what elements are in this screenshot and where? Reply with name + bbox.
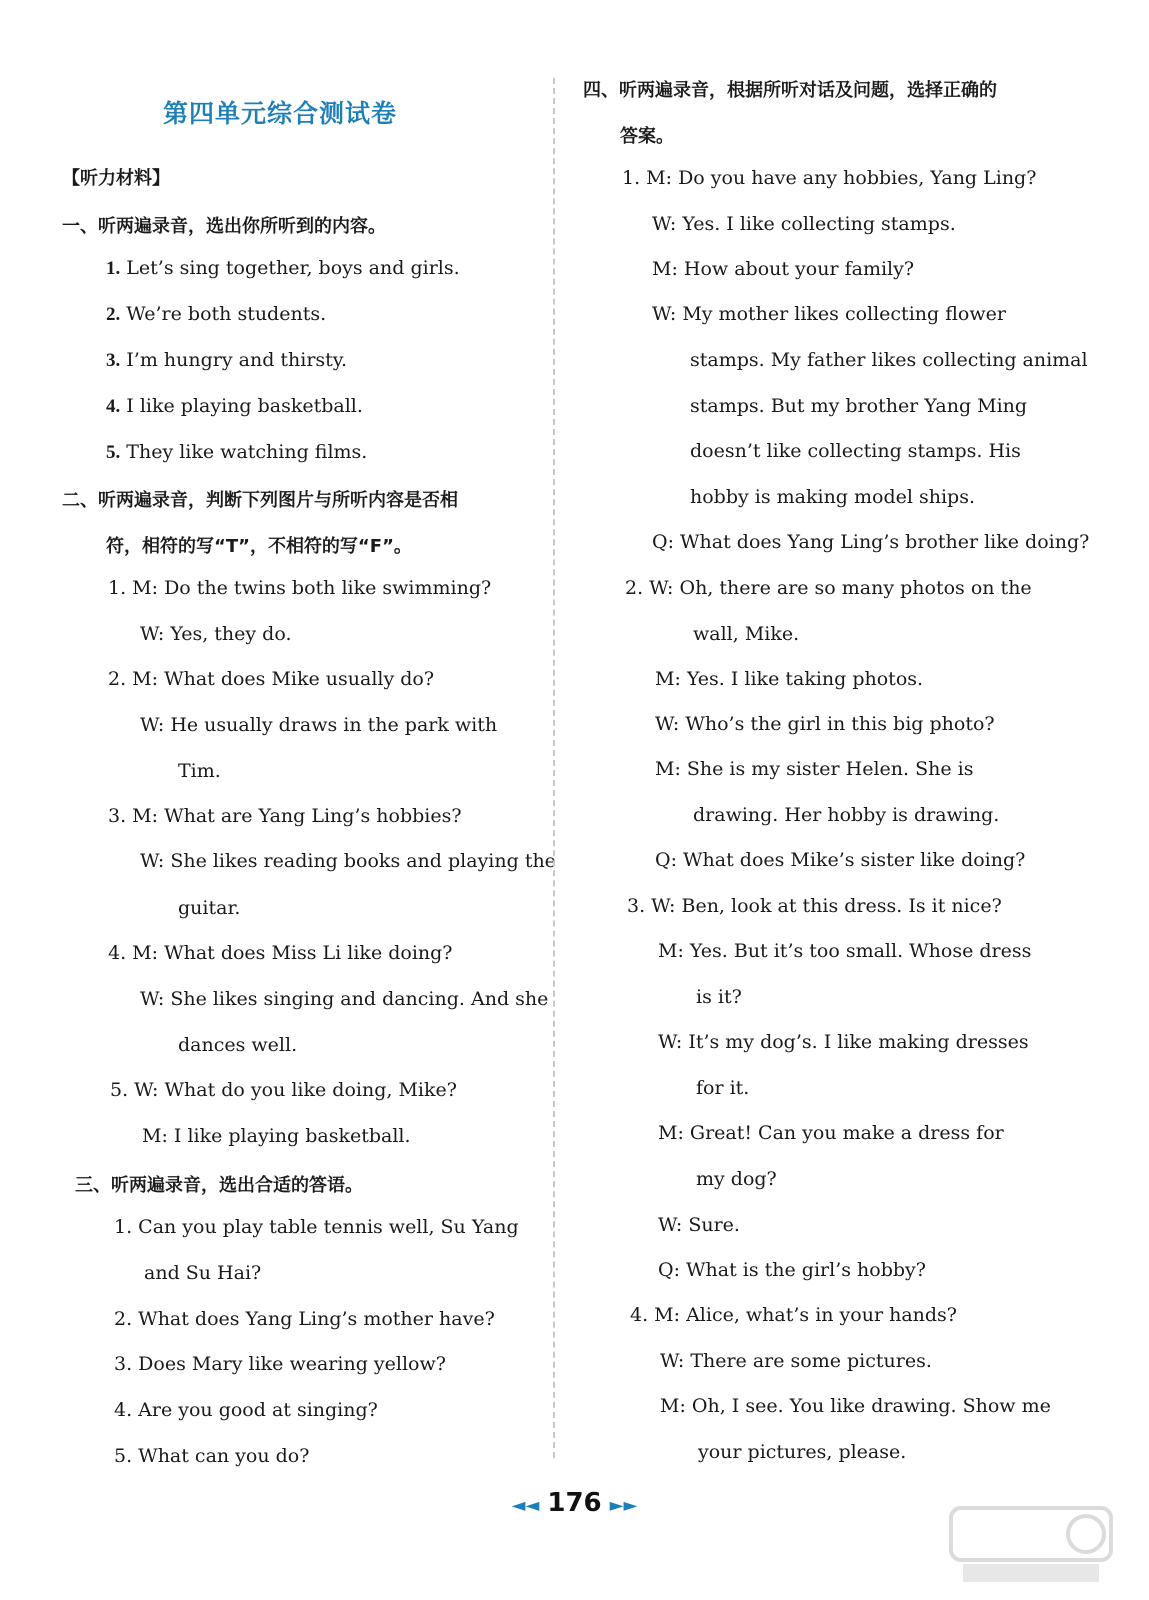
dialogue-line: hobby is making model ships. — [690, 486, 976, 508]
dialogue-line: Tim. — [178, 760, 221, 782]
dialogue-line: W: Yes. I like collecting stamps. — [652, 213, 956, 235]
dialogue-line: M: Oh, I see. You like drawing. Show me — [660, 1395, 1051, 1417]
dialogue-line: W: It’s my dog’s. I like making dresses — [658, 1031, 1029, 1053]
dialogue-line: W: He usually draws in the park with — [140, 714, 498, 736]
dialogue-line: guitar. — [178, 897, 241, 919]
dialogue-line: 3. W: Ben, look at this dress. Is it nice? — [627, 895, 1002, 917]
dialogue-line: dances well. — [178, 1034, 298, 1056]
question-line: and Su Hai? — [144, 1262, 262, 1284]
part1-item: 3. I’m hungry and thirsty. — [106, 349, 348, 371]
part3-heading: 三、听两遍录音，选出合适的答语。 — [75, 1175, 363, 1196]
dialogue-line: drawing. Her hobby is drawing. — [693, 804, 1000, 826]
dialogue-line: 2. W: Oh, there are so many photos on the — [625, 577, 1032, 599]
part2-heading-line1: 二、听两遍录音，判断下列图片与所听内容是否相 — [62, 490, 458, 511]
dialogue-line: W: She likes singing and dancing. And she — [140, 988, 549, 1010]
dialogue-line: 4. M: Alice, what’s in your hands? — [630, 1304, 957, 1326]
dialogue-line: W: My mother likes collecting flower — [652, 303, 1006, 325]
dialogue-line: 5. W: What do you like doing, Mike? — [110, 1079, 457, 1101]
next-arrows-icon: ►► — [609, 1495, 638, 1516]
part2-heading-line2: 符，相符的写“T”，不相符的写“F”。 — [106, 536, 412, 557]
part1-item: 4. I like playing basketball. — [106, 395, 363, 417]
column-divider — [553, 78, 555, 1458]
page-title: 第四单元综合测试卷 — [162, 99, 397, 128]
part1-item: 5. They like watching films. — [106, 441, 368, 463]
dialogue-line: M: How about your family? — [652, 258, 915, 280]
part4-heading-line2: 答案。 — [620, 126, 674, 147]
dialogue-line: is it? — [696, 986, 742, 1008]
dialogue-line: M: Great! Can you make a dress for — [658, 1122, 1004, 1144]
prev-arrows-icon: ◄◄ — [511, 1495, 540, 1516]
dialogue-line: Q: What does Mike’s sister like doing? — [655, 849, 1026, 871]
dialogue-line: M: Yes. I like taking photos. — [655, 668, 924, 690]
watermark-logo — [941, 1500, 1121, 1590]
dialogue-line: W: There are some pictures. — [660, 1350, 932, 1372]
dialogue-line: 3. M: What are Yang Ling’s hobbies? — [108, 805, 462, 827]
dialogue-line: stamps. My father likes collecting animal — [690, 349, 1088, 371]
dialogue-line: doesn’t like collecting stamps. His — [690, 440, 1021, 462]
dialogue-line: my dog? — [696, 1168, 777, 1190]
dialogue-line: wall, Mike. — [693, 623, 800, 645]
part4-heading-line1: 四、听两遍录音，根据所听对话及问题，选择正确的 — [583, 80, 997, 101]
dialogue-line: 1. M: Do you have any hobbies, Yang Ling? — [622, 167, 1037, 189]
question-line: 2. What does Yang Ling’s mother have? — [114, 1308, 495, 1330]
dialogue-line: 2. M: What does Mike usually do? — [108, 668, 435, 690]
dialogue-line: your pictures, please. — [698, 1441, 907, 1463]
question-line: 3. Does Mary like wearing yellow? — [114, 1353, 446, 1375]
dialogue-line: for it. — [696, 1077, 750, 1099]
dialogue-line: W: She likes reading books and playing the — [140, 850, 556, 872]
dialogue-line: W: Sure. — [658, 1214, 740, 1236]
dialogue-line: stamps. But my brother Yang Ming — [690, 395, 1028, 417]
question-line: 4. Are you good at singing? — [114, 1399, 378, 1421]
part1-item: 1. Let’s sing together, boys and girls. — [106, 257, 460, 279]
question-line: 1. Can you play table tennis well, Su Yang — [114, 1216, 519, 1238]
page-number: 176 — [547, 1488, 602, 1518]
part1-item: 2. We’re both students. — [106, 303, 327, 325]
dialogue-line: M: I like playing basketball. — [142, 1125, 411, 1147]
question-line: 5. What can you do? — [114, 1445, 310, 1467]
section-label: 【听力材料】 — [62, 168, 170, 189]
dialogue-line: W: Who’s the girl in this big photo? — [655, 713, 995, 735]
dialogue-line: W: Yes, they do. — [140, 623, 292, 645]
dialogue-line: M: Yes. But it’s too small. Whose dress — [658, 940, 1032, 962]
dialogue-line: Q: What does Yang Ling’s brother like doing? — [652, 531, 1090, 553]
part1-heading: 一、听两遍录音，选出你所听到的内容。 — [62, 216, 386, 237]
dialogue-line: 4. M: What does Miss Li like doing? — [108, 942, 453, 964]
dialogue-line: M: She is my sister Helen. She is — [655, 758, 974, 780]
dialogue-line: Q: What is the girl’s hobby? — [658, 1259, 926, 1281]
dialogue-line: 1. M: Do the twins both like swimming? — [108, 577, 492, 599]
